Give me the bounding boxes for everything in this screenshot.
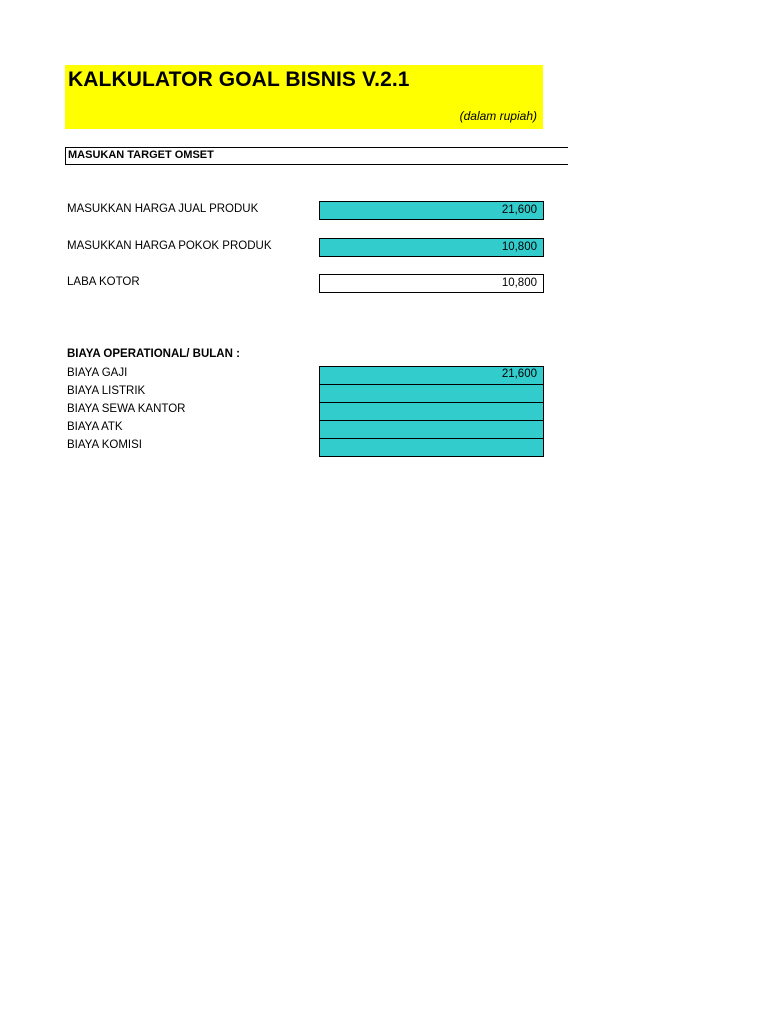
currency-note: (dalam rupiah) bbox=[459, 109, 537, 123]
biaya-atk-label: BIAYA ATK bbox=[67, 421, 123, 433]
target-omset-section bbox=[65, 147, 568, 165]
biaya-gaji-label: BIAYA GAJI bbox=[67, 367, 128, 379]
biaya-atk-input[interactable] bbox=[319, 420, 544, 439]
harga-pokok-label: MASUKKAN HARGA POKOK PRODUK bbox=[67, 240, 272, 252]
biaya-komisi-input[interactable] bbox=[319, 438, 544, 457]
biaya-komisi-label: BIAYA KOMISI bbox=[67, 439, 142, 451]
biaya-listrik-label: BIAYA LISTRIK bbox=[67, 385, 146, 397]
biaya-listrik-input[interactable] bbox=[319, 384, 544, 403]
title-block bbox=[65, 65, 543, 129]
harga-pokok-input[interactable]: 10,800 bbox=[319, 238, 544, 257]
biaya-sewa-kantor-input[interactable] bbox=[319, 402, 544, 421]
laba-kotor-value: 10,800 bbox=[319, 274, 544, 293]
page-title: KALKULATOR GOAL BISNIS V.2.1 bbox=[68, 68, 410, 91]
harga-jual-input[interactable]: 21,600 bbox=[319, 201, 544, 220]
target-omset-label: MASUKAN TARGET OMSET bbox=[68, 149, 214, 161]
harga-jual-label: MASUKKAN HARGA JUAL PRODUK bbox=[67, 203, 259, 215]
biaya-sewa-kantor-label: BIAYA SEWA KANTOR bbox=[67, 403, 186, 415]
operational-heading: BIAYA OPERATIONAL/ BULAN : bbox=[67, 348, 240, 360]
laba-kotor-label: LABA KOTOR bbox=[67, 276, 140, 288]
biaya-gaji-input[interactable]: 21,600 bbox=[319, 366, 544, 385]
